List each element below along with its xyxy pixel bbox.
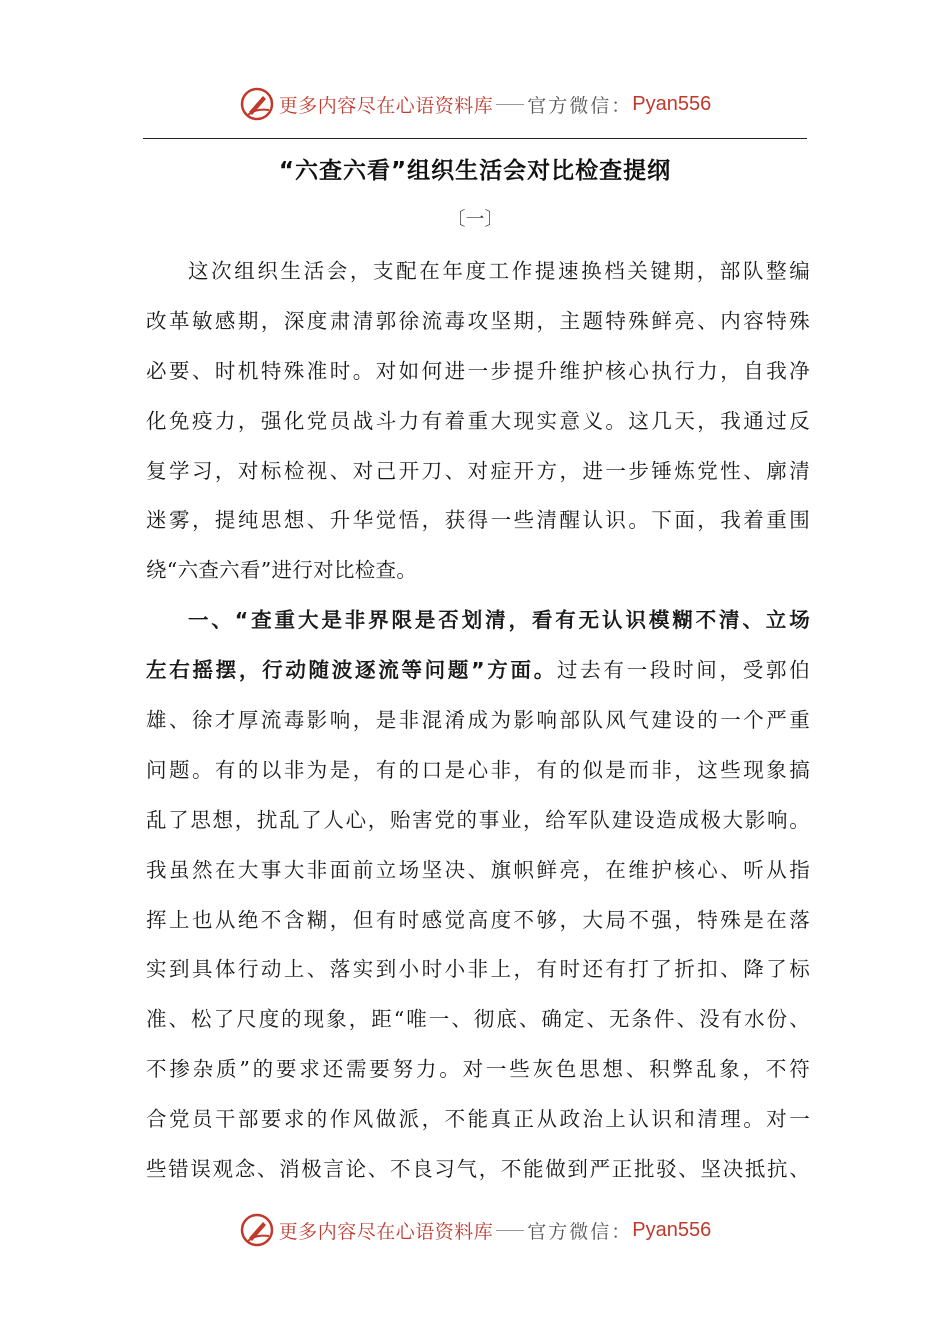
- header-rule: [143, 138, 807, 139]
- paragraph-line: 我虽然在大事大非面前立场坚决、旗帜鲜亮，在维护核心、听从指: [146, 857, 810, 882]
- pen-logo-icon: [239, 86, 275, 122]
- paragraph-line: 迷雾，提纯思想、升华觉悟，获得一些清醒认识。下面，我着重围: [146, 508, 810, 533]
- banner-code: Pyan556: [632, 92, 712, 115]
- pen-logo-icon: [239, 1212, 275, 1248]
- paragraph-line: 不掺杂质”的要求还需要努力。对一些灰色思想、积弊乱象，不符: [146, 1057, 810, 1082]
- banner-text: 更多内容尽在心语资料库: [278, 94, 494, 117]
- header-banner: [0, 82, 950, 126]
- document-subtitle: 〔一〕: [446, 208, 504, 230]
- paragraph-line: 准、松了尺度的现象，距“唯一、彻底、确定、无条件、没有水份、: [146, 1007, 810, 1032]
- document-title: “六查六看”组织生活会对比检查提纲: [278, 158, 672, 184]
- paragraph-line: 乱了思想，扰乱了人心，贻害党的事业，给军队建设造成极大影响。: [146, 807, 810, 832]
- banner-contact: 官方微信：: [527, 94, 633, 117]
- banner-code: Pyan556: [632, 1218, 712, 1241]
- banner-text: 更多内容尽在心语资料库: [278, 1220, 494, 1243]
- banner-dash: [496, 104, 524, 105]
- paragraph-line: 实到具体行动上、落实到小时小非上，有时还有打了折扣、降了标: [146, 957, 810, 982]
- banner-contact: 官方微信：: [527, 1220, 633, 1243]
- section-heading-line: 一、“查重大是非界限是否划清，看有无认识模糊不清、立场: [188, 608, 810, 633]
- paragraph-line: 这次组织生活会，支配在年度工作提速换档关键期，部队整编: [188, 259, 810, 283]
- paragraph-line: 问题。有的以非为是，有的口是心非，有的似是而非，这些现象搞: [146, 757, 810, 782]
- paragraph-line: 化免疫力，强化党员战斗力有着重大现实意义。这几天，我通过反: [146, 408, 810, 433]
- paragraph-line: 复学习，对标检视、对己开刀、对症开方，进一步锤炼党性、廓清: [146, 458, 810, 483]
- banner-dash: [496, 1230, 524, 1231]
- paragraph-line: 改革敏感期，深度肃清郭徐流毒攻坚期，主题特殊鲜亮、内容特殊: [146, 308, 810, 333]
- paragraph-text: 过去有一段时间，受郭伯: [556, 658, 810, 683]
- footer-banner: [0, 1208, 950, 1252]
- paragraph-line: 些错误观念、消极言论、不良习气，不能做到严正批驳、坚决抵抗、: [146, 1157, 810, 1182]
- paragraph-line: 雄、徐才厚流毒影响，是非混淆成为影响部队风气建设的一个严重: [146, 708, 810, 733]
- paragraph-line: 绕“六查六看”进行对比检查。: [146, 558, 418, 583]
- paragraph-line: 挥上也从绝不含糊，但有时感觉高度不够，大局不强，特殊是在落: [146, 907, 810, 932]
- document-body: [146, 247, 810, 1195]
- paragraph-line: 合党员干部要求的作风做派，不能真正从政治上认识和清理。对一: [146, 1107, 810, 1132]
- section-heading-text: 左右摇摆，行动随波逐流等问题”方面。: [146, 658, 557, 683]
- section-heading-line: [146, 646, 810, 696]
- paragraph-line: 必要、时机特殊准时。对如何进一步提升维护核心执行力，自我净: [146, 358, 810, 383]
